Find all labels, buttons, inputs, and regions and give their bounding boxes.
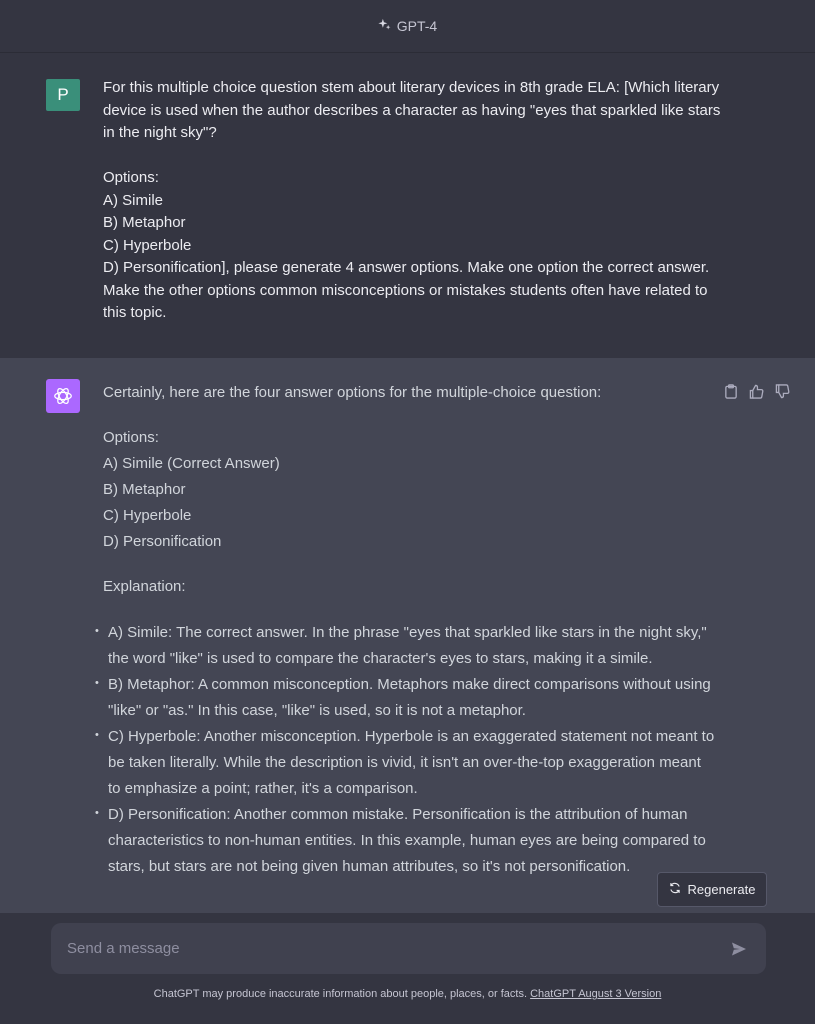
thumbs-down-icon[interactable] bbox=[774, 383, 791, 400]
regenerate-label: Regenerate bbox=[687, 882, 756, 897]
explanation-heading: Explanation: bbox=[103, 578, 186, 595]
openai-logo-icon bbox=[46, 379, 80, 413]
explanation-item: • C) Hyperbole: Another misconception. Hyperbole is an exaggerated statement not meant to be taken literally. While the description is vivid, it isn't an over-the-top exaggeration meant to emphasize a point; rather, it's a comparison. bbox=[95, 724, 715, 802]
explanation-list bbox=[95, 620, 715, 880]
user-avatar: P bbox=[46, 79, 80, 111]
option-item: C) Hyperbole bbox=[103, 507, 192, 524]
clipboard-icon[interactable] bbox=[722, 383, 739, 400]
footer-disclaimer bbox=[0, 988, 815, 1000]
send-icon[interactable] bbox=[728, 938, 750, 960]
explanation-item: • A) Simile: The correct answer. In the phrase "eyes that sparkled like stars in the night sky," the word "like" is used to compare the character's eyes to stars, making it a simile. bbox=[95, 620, 715, 672]
user-message-text: For this multiple choice question stem about literary devices in 8th grade ELA: [Which literary device is used when the author describes a character as having "eyes that sparkled like stars in the night sky"? Options: A) Simile B) Metaphor C) Hyperbole D) Personification], please generate 4 answer options. Make one option the correct answer. Make the other options common misconceptions or mistakes students often have related to this topic. bbox=[103, 79, 721, 321]
explanation-item: • B) Metaphor: A common misconception. Metaphors make direct comparisons without using "like" or "as." In this case, "like" is used, so it is not a metaphor. bbox=[95, 672, 715, 724]
model-label: GPT-4 bbox=[396, 18, 438, 34]
message-composer bbox=[51, 923, 766, 974]
option-item: A) Simile (Correct Answer) bbox=[103, 455, 280, 472]
message-input[interactable] bbox=[65, 939, 728, 958]
assistant-intro: Certainly, here are the four answer options for the multiple-choice question: bbox=[103, 384, 602, 401]
explanation-item: • D) Personification: Another common mistake. Personification is the attribution of human characteristics to non-human entities. In this example, human eyes are being compared to stars, but stars are not being given human attributes, so it's not personification. bbox=[95, 802, 715, 880]
regenerate-button[interactable] bbox=[657, 872, 767, 907]
options-heading: Options: bbox=[103, 429, 159, 446]
thumbs-up-icon[interactable] bbox=[748, 383, 765, 400]
refresh-icon bbox=[669, 882, 681, 897]
model-header bbox=[0, 0, 815, 53]
option-item: B) Metaphor bbox=[103, 481, 186, 498]
message-actions bbox=[722, 383, 791, 400]
version-link[interactable]: ChatGPT August 3 Version bbox=[530, 988, 662, 1000]
sparkle-icon bbox=[378, 18, 391, 34]
disclaimer-text: ChatGPT may produce inaccurate information about people, places, or facts. bbox=[153, 988, 528, 1000]
option-item: D) Personification bbox=[103, 533, 222, 550]
